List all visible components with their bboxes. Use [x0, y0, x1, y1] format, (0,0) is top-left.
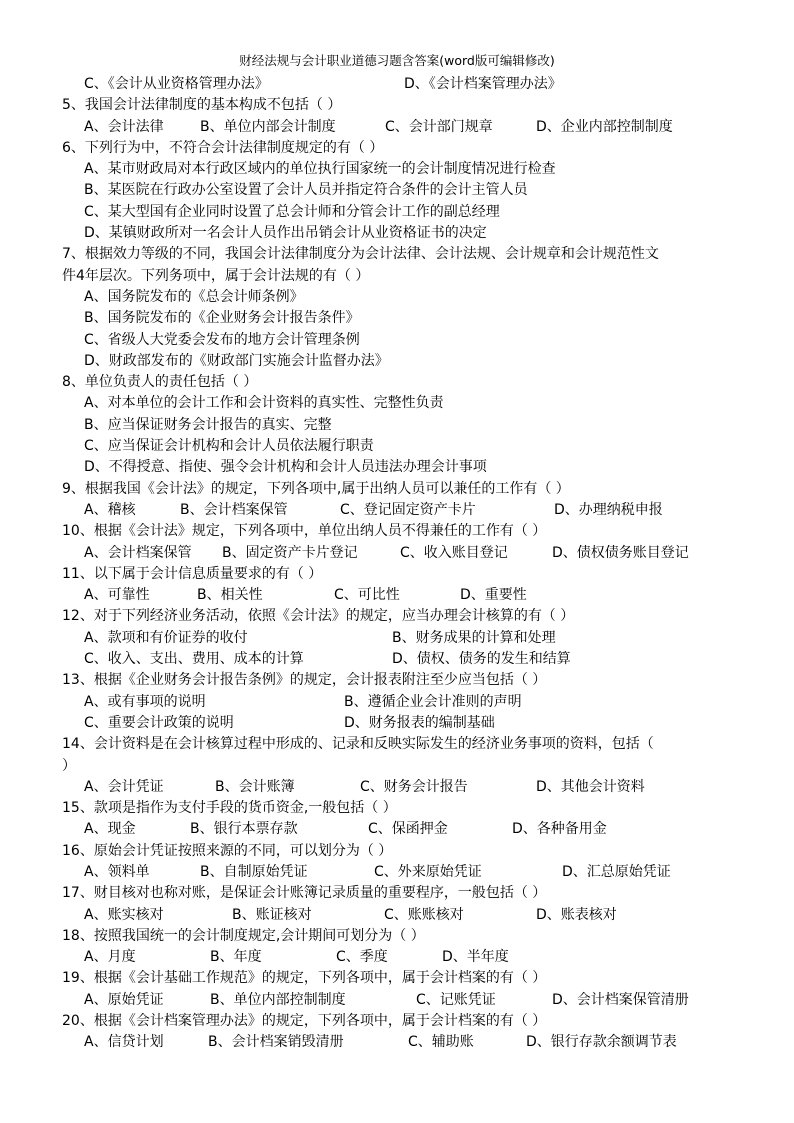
question-text: 8、单位负责人的责任包括（ ）: [62, 374, 258, 391]
option-text: A、会计档案保管: [84, 544, 192, 561]
option-text: C、重要会计政策的说明: [84, 714, 234, 731]
option-line: C、应当保证会计机构和会计人员依法履行职责: [84, 438, 374, 455]
option-text: A、现金: [84, 821, 136, 838]
option-text: B、财务成果的计算和处理: [392, 629, 556, 646]
option-row: [62, 649, 752, 670]
option-text: A、或有事项的说明: [84, 693, 206, 710]
option-text: B、遵循企业会计准则的声明: [344, 693, 522, 710]
option-row: [62, 862, 752, 883]
option-text: C、账账核对: [384, 906, 464, 923]
option-text: C、财务会计报告: [360, 778, 468, 795]
question-text: 10、根据《会计法》规定，下列各项中，单位出纳人员不得兼任的工作有（ ）: [62, 523, 547, 540]
question-text: 9、根据我国《会计法》的规定，下列各项中,属于出纳人员可以兼任的工作有（ ）: [62, 480, 570, 497]
question-text: 19、根据《会计基础工作规范》的规定，下列各项中，属于会计档案的有（ ）: [62, 970, 547, 987]
option-text: D、财务报表的编制基础: [344, 714, 495, 731]
option-text: D、银行存款余额调节表: [526, 1034, 677, 1051]
option-text: C、会计部门规章: [385, 118, 493, 135]
option-row: [62, 543, 752, 564]
option-text: D、债权债务账目登记: [552, 544, 689, 561]
option-text: A、稽核: [84, 501, 136, 518]
option-text: D、企业内部控制制度: [536, 118, 673, 135]
question-text: 13、根据《企业财务会计报告条例》的规定，会计报表附注至少应当包括（ ）: [62, 672, 547, 689]
question-text: 6、下列行为中，不符合会计法律制度规定的有（ ）: [62, 139, 384, 156]
option-line: D、不得授意、指使、强令会计机构和会计人员违法办理会计事项: [84, 459, 487, 476]
option-line: C、省级人大党委会发布的地方会计管理条例: [84, 331, 360, 348]
option-line: B、国务院发布的《企业财务会计报告条件》: [84, 310, 360, 327]
option-text: D、账表核对: [536, 906, 617, 923]
option-text: A、领料单: [84, 863, 150, 880]
option-text: C、季度: [336, 949, 388, 966]
option-text: C、《会计从业资格管理办法》: [84, 76, 269, 92]
option-line: D、财政部发布的《财政部门实施会计监督办法》: [84, 352, 389, 369]
option-text: C、登记固定资产卡片: [340, 501, 476, 518]
option-row: [62, 117, 752, 138]
option-text: B、会计档案保管: [180, 501, 288, 518]
option-text: C、保函押金: [368, 821, 448, 838]
option-row: [62, 74, 752, 95]
question-text: 件4年层次。下列务项中，属于会计法规的有（ ）: [62, 267, 370, 284]
option-row: [62, 713, 752, 734]
option-text: A、可靠性: [84, 587, 150, 604]
option-text: A、会计法律: [84, 118, 164, 135]
option-text: A、原始凭证: [84, 991, 164, 1008]
option-line: A、某市财政局对本行政区域内的单位执行国家统一的会计制度情况进行检查: [84, 161, 556, 178]
option-text: D、其他会计资料: [536, 778, 645, 795]
option-text: A、会计凭证: [84, 778, 164, 795]
option-text: D、半年度: [442, 949, 509, 966]
option-row: [62, 990, 752, 1011]
question-text: 17、财目核对也称对账，是保证会计账簿记录质量的重要程序，一般包括（ ）: [62, 885, 547, 902]
option-text: B、单位内部控制制度: [210, 991, 346, 1008]
option-text: B、年度: [210, 949, 262, 966]
question-text: 16、原始会计凭证按照来源的不同，可以划分为（ ）: [62, 842, 393, 859]
question-text: ）: [62, 757, 76, 774]
option-text: A、月度: [84, 949, 136, 966]
option-line: B、应当保证财务会计报告的真实、完整: [84, 416, 332, 433]
option-text: D、办理纳税申报: [554, 501, 663, 518]
question-text: 15、款项是指作为支付手段的货币资金,一般包括（ ）: [62, 800, 397, 817]
option-row: [62, 692, 752, 713]
option-text: B、会计账簿: [215, 778, 295, 795]
option-text: C、收入、支出、费用、成本的计算: [84, 651, 304, 668]
option-row: [62, 1032, 752, 1053]
option-text: A、款项和有价证券的收付: [84, 629, 248, 646]
option-row: [62, 777, 752, 798]
question-text: 20、根据《会计档案管理办法》的规定，下列各项中，属于会计档案的有（ ）: [62, 1013, 547, 1030]
option-text: A、信贷计划: [84, 1034, 164, 1051]
option-text: D、各种备用金: [512, 821, 607, 838]
option-text: B、相关性: [197, 587, 263, 604]
option-text: C、记账凭证: [416, 991, 496, 1008]
option-line: A、对本单位的会计工作和会计资料的真实性、完整性负责: [84, 395, 444, 412]
option-text: C、外来原始凭证: [374, 863, 482, 880]
option-text: D、重要性: [460, 587, 527, 604]
question-text: 11、以下属于会计信息质量要求的有（ ）: [62, 565, 323, 582]
option-row: [62, 628, 752, 649]
option-row: [62, 819, 752, 840]
option-row: [62, 500, 752, 521]
option-text: D、《会计档案管理办法》: [404, 76, 562, 92]
option-text: B、账证核对: [232, 906, 312, 923]
option-text: A、账实核对: [84, 906, 164, 923]
question-text: 12、对于下列经济业务活动，依照《会计法》的规定，应当办理会计核算的有（ ）: [62, 608, 575, 625]
question-text: 5、我国会计法律制度的基本构成不包括（ ）: [62, 97, 342, 114]
question-text: 7、根据效力等级的不同，我国会计法律制度分为会计法律、会计法规、会计规章和会计规范性文: [62, 246, 659, 263]
option-text: B、会计档案销毁清册: [208, 1034, 344, 1051]
option-text: B、自制原始凭证: [200, 863, 308, 880]
question-text: 14、会计资料是在会计核算过程中形成的、记录和反映实际发生的经济业务事项的资料，包括（: [62, 736, 654, 753]
option-line: B、某医院在行政办公室设置了会计人员并指定符合条件的会计主管人员: [84, 182, 528, 199]
option-text: C、收入账目登记: [400, 544, 508, 561]
option-text: B、银行本票存款: [190, 821, 298, 838]
option-row: [62, 905, 752, 926]
option-text: C、可比性: [334, 587, 400, 604]
option-text: C、辅助账: [408, 1034, 474, 1051]
option-text: B、固定资产卡片登记: [222, 544, 358, 561]
option-text: D、会计档案保管清册: [552, 991, 689, 1008]
page-header: 财经法规与会计职业道德习题含答案(word版可编辑修改): [239, 53, 555, 68]
option-line: C、某大型国有企业同时设置了总会计师和分管会计工作的副总经理: [84, 203, 500, 220]
option-text: D、债权、债务的发生和结算: [392, 651, 571, 668]
option-row: [62, 947, 752, 968]
option-line: A、国务院发布的《总会计师条例》: [84, 288, 304, 305]
option-text: D、汇总原始凭证: [562, 863, 671, 880]
question-text: 18、按照我国统一的会计制度规定,会计期间可划分为（ ）: [62, 927, 425, 944]
option-line: D、某镇财政所对一名会计人员作出吊销会计从业资格证书的决定: [84, 225, 487, 242]
option-row: [62, 585, 752, 606]
question-list: [62, 74, 752, 1054]
option-text: B、单位内部会计制度: [200, 118, 336, 135]
